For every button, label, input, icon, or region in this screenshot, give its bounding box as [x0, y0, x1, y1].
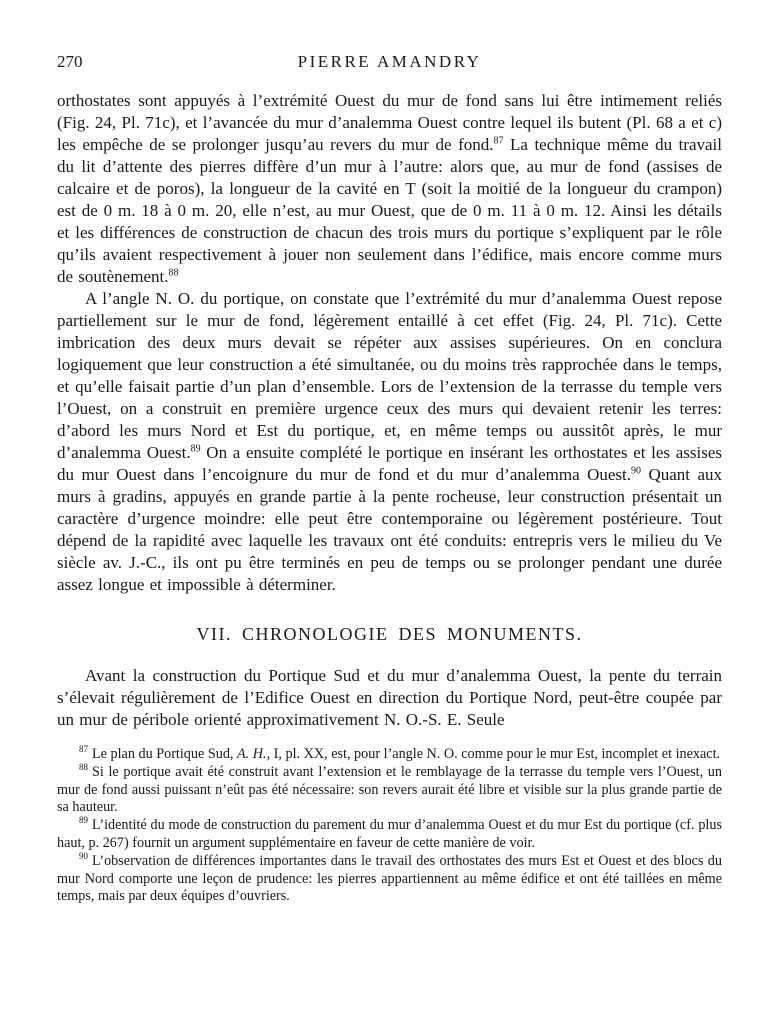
italic-text: A. H.	[237, 746, 267, 762]
footnote-87: $^{87}$ Le plan du Portique Sud, A. H., I, pl. XX, est, pour l’angle N. O. comme pour le mur Est, incomplet et inexact.	[79, 744, 721, 762]
footnote-number: 87	[79, 744, 88, 755]
footnote-marker: 88	[168, 267, 179, 279]
page-body	[57, 90, 722, 731]
section-heading: VII. CHRONOLOGIE DES MONUMENTS.	[196, 624, 583, 644]
footnote-number: 89	[79, 815, 88, 826]
paragraph-1: orthostates sont appuyés à l’extrémité Ouest du mur de fond sans lui être intimement reliés (Fig. 24, Pl. 71c), et l’avancée du mur d’analemma Ouest contre lequel ils butent (Pl. 68 a et c) les empêche de se prolonger jusqu’au revers du mur de fond.$^{87}$ La technique même du travail du lit d’attente des pierres diffère d’un mur à l’autre: alors que, au mur de fond (assises de calcaire et de poros), la longueur de la cavité en T (soit la moitié de la longueur du crampon) est de 0 m. 18 à 0 m. 20, elle n’est, au mur Ouest, que de 0 m. 11 à 0 m. 12. Ainsi les détails et les différences de construction de chacun des trois murs du portique s’expliquent par le rôle qu’ils avaient respectivement à jouer non seulement dans l’édifice, mais encore comme murs de soutènement.$^{88}$	[57, 91, 722, 286]
page-header	[57, 52, 722, 76]
paragraph-3: Avant la construction du Portique Sud et du mur d’analemma Ouest, la pente du terrain s’élevait régulièrement de l’Edifice Ouest en direction du Portique Nord, peut-être coupée par un mur de péribole orienté approximativement N. O.-S. E. Seule	[57, 666, 722, 729]
running-head: PIERRE AMANDRY	[297, 52, 482, 71]
footnotes	[57, 746, 722, 906]
footnote-number: 88	[79, 762, 88, 773]
page-number: 270	[57, 52, 83, 71]
footnote-marker: 89	[190, 443, 201, 455]
footnote-90: $^{90}$ L’observation de différences importantes dans le travail des orthostates des murs Est et Ouest et des blocs du mur Nord comporte une leçon de prudence: les pierres appartiennent au même édifice et ont été taillées en même temps, mais par deux équipes d’ouvriers.	[57, 851, 722, 905]
footnote-marker: 90	[631, 465, 642, 477]
footnote-88: $^{88}$ Si le portique avait été construit avant l’extension et le remblayage de la terrasse du temple vers l’Ouest, un mur de fond aussi puissant n’eût pas été nécessaire: son revers aurait été libre et visible sur la plus grande partie de sa hauteur.	[57, 762, 722, 816]
footnote-number: 90	[79, 851, 88, 862]
footnote-marker: 87	[493, 135, 504, 147]
paragraph-2: A l’angle N. O. du portique, on constate que l’extrémité du mur d’analemma Ouest repose partiellement sur le mur de fond, légèrement entaillé à cet effet (Fig. 24, Pl. 71c). Cette imbrication des deux murs devait se répéter aux assises supérieures. On en conclura logiquement que leur construction a été simultanée, ou du moins très rapprochée dans le temps, et qu’elle faisait partie d’un plan d’ensemble. Lors de l’extension de la terrasse du temple vers l’Ouest, on a construit en première urgence ceux des murs qui devaient retenir les terres: d’abord les murs Nord et Est du portique, et, en même temps ou aussitôt après, le mur d’analemma Ouest.$^{89}$ On a ensuite complété le portique en insérant les orthostates et les assises du mur Ouest dans l’encoignure du mur de fond et du mur d’analemma Ouest.$^{90}$ Quant aux murs à gradins, appuyés en grande partie à la pente rocheuse, leur construction présentait un caractère d’urgence moindre: elle peut être contemporaine ou légèrement postérieure. Tout dépend de la rapidité avec laquelle les travaux ont été conduits: entrepris vers le milieu du Ve siècle av. J.-C., ils ont pu être terminés en peu de temps ou se prolonger pendant une durée assez longue et impossible à déterminer.	[57, 289, 723, 594]
footnote-89: $^{89}$ L’identité du mode de construction du parement du mur d’analemma Ouest et du mur Est du portique (cf. plus haut, p. 267) fournit un argument supplémentaire en faveur de cette manière de voir.	[57, 815, 722, 851]
